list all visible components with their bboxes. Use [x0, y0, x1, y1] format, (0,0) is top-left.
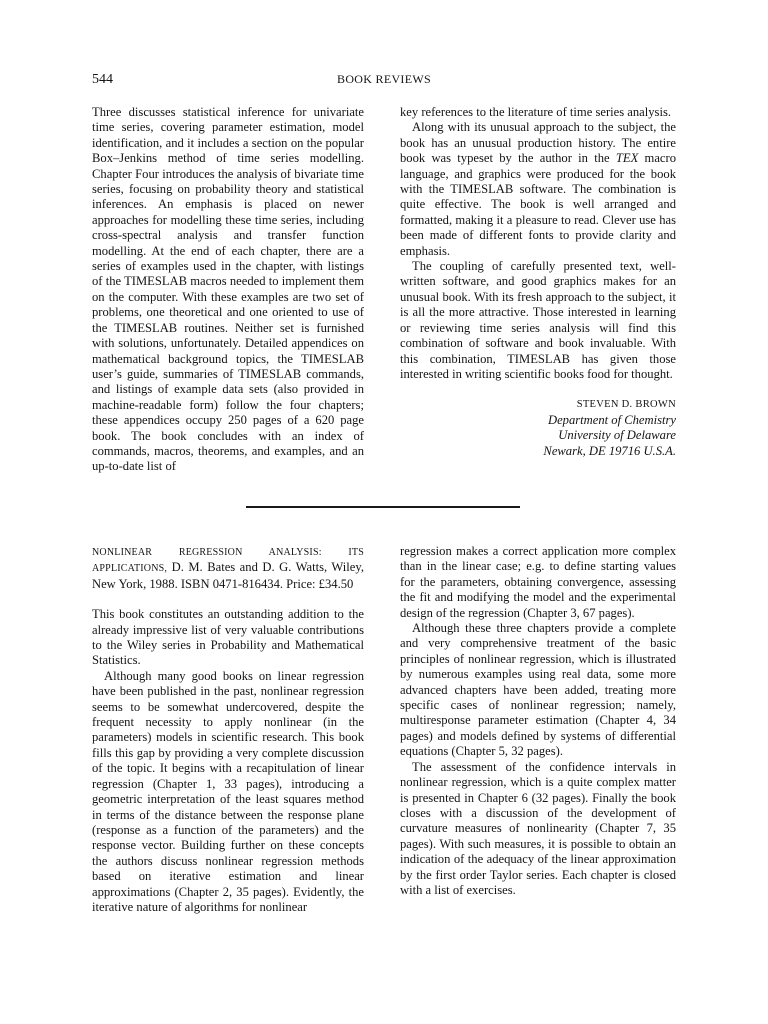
text-run: macro language, and graphics were produced for the book with the TIMESLAB software. The combination is quite effective. The book is well arranged and formatted, making it a pleasure to read. Clever use has been made of different fonts to provide clarity and emphasis.: [400, 151, 676, 258]
page-number: 544: [92, 72, 113, 87]
reviewer-university: University of Delaware: [558, 428, 676, 443]
tex-logo: TEX: [615, 151, 639, 166]
review2-left-column: [92, 544, 364, 915]
review1-paragraph: Three discusses statistical inference for univariate time series, covering parameter estimation, model identification, and it includes a section on the popular Box–Jenkins method of time series modelling. Chapter Four introduces the analysis of bivariate time series, focusing on probability theory and statistical inferences. An emphasis is placed on newer approaches for modelling these time series, including cross-spectral analysis and transfer function modelling. At the end of each chapter, there are a series of examples used in the chapter, with listings of the TIMESLAB macros needed to implement them on the computer. With these examples are two set of problems, one theoretical and one oriented to use of the TIMESLAB routines. Neither set is furnished with solutions, unfortunately. Detailed appendices on mathematical background topics, the TIMESLAB user’s guide, summaries of TIMESLAB commands, and listings of example data sets (also provided in machine-readable form) follow the four chapters; these appendices occupy 250 pages of a 620 page book. The book concludes with an index of commands, macros, theorems, and examples, and an up-to-date list of: [92, 105, 364, 474]
section-divider: [246, 506, 520, 508]
review2-citation: [92, 544, 364, 592]
reviewer-name: STEVEN D. BROWN: [576, 399, 676, 411]
reviewer-department: Department of Chemistry: [547, 412, 676, 427]
review2-paragraph: Although many good books on linear regression have been published in the past, nonlinear regression seems to be somewhat undercovered, despite the frequent necessity to apply nonlinear (in the parameters) models in scientific research. This book fills this gap by providing a very complete discussion of the topic. It begins with a recapitulation of linear regression (Chapter 1, 33 pages), introducing a geometric interpretation of the least squares method in terms of the distance between the response plane (response as a function of the parameters) and the response vector. Building further on these concepts the authors discuss nonlinear regression methods based on iterative estimation and linear approximations (Chapter 2, 35 pages). Evidently, the iterative nature of algorithms for nonlinear: [92, 668, 364, 914]
running-head: BOOK REVIEWS: [337, 72, 431, 86]
book-details: D. M. Bates and D. G. Watts, Wiley, New York, 1988. ISBN 0471-816434. Price: £34.50: [92, 560, 364, 591]
review1-paragraph: key references to the literature of time series analysis.: [400, 105, 671, 119]
review2-paragraph: regression makes a correct application more complex than in the linear case; e.g. to define starting values for the parameters, obtaining convergence, assessing the fit and modifying the model and the experimental design of the regression (Chapter 3, 67 pages).: [400, 544, 676, 620]
review2-paragraph: Although these three chapters provide a complete and very comprehensive treatment of the basic principles of nonlinear regression, which is illustrated by numerous examples using real data, some more advanced chapters have been added, treating more specific cases of nonlinear regression; namely, multiresponse parameter estimation (Chapter 4, 34 pages) and models defined by systems of differential equations (Chapter 5, 32 pages).: [400, 621, 676, 759]
review2-paragraph: The assessment of the confidence intervals in nonlinear regression, which is a quite complex matter is presented in Chapter 6 (32 pages). Finally the book closes with a discussion of the development of curvature measures of nonlinearity (Chapter 7, 35 pages). With such measures, it is possible to obtain an indication of the adequacy of the linear approximation by the first order Taylor series. Each chapter is closed with a list of exercises.: [400, 759, 676, 897]
text-run: Along with its unusual approach to the subject, the book has an unusual production history. The entire book was typeset by the author in the: [400, 120, 676, 166]
reviewer-address: Newark, DE 19716 U.S.A.: [543, 443, 676, 458]
review1-left-column: [92, 105, 364, 475]
reviewer-signature: [400, 397, 676, 459]
review1-paragraph: The coupling of carefully presented text, well-written software, and good graphics makes for an unusual book. With its fresh approach to the subject, it is all the more attractive. Those interested in learning or reviewing time series analysis will find this combination of software and book invaluable. With this combination, TIMESLAB has given those interested in writing scientific books food for thought.: [400, 259, 676, 381]
review2-right-column: [400, 544, 676, 898]
review1-paragraph: [400, 120, 676, 259]
review2-paragraph: This book constitutes an outstanding addition to the already impressive list of very valuable contributions to the Wiley series in Probability and Mathematical Statistics.: [92, 607, 364, 668]
book-title: NONLINEAR REGRESSION ANALYSIS: ITS APPLICATIONS,: [92, 547, 364, 575]
review1-right-column: [400, 105, 676, 459]
